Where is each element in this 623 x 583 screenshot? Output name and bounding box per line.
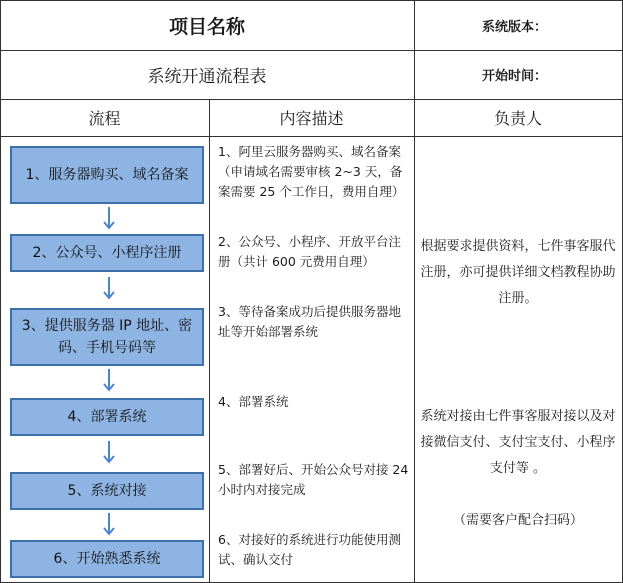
grid-line-col1 — [209, 99, 210, 583]
arrow-down-icon — [103, 277, 115, 301]
arrow-down-icon — [103, 441, 115, 465]
column-header-process: 流程 — [88, 109, 121, 128]
description-3: 3、等待备案成功后提供服务器地址等开始部署系统 — [218, 304, 401, 339]
flow-step-3: 3、提供服务器 IP 地址、密码、手机号码等 — [10, 308, 204, 366]
description-5: 5、部署好后、开始公众号对接 24 小时内对接完成 — [218, 462, 409, 497]
system-version-label: 系统版本： — [482, 19, 548, 35]
flow-step-4: 4、部署系统 — [10, 398, 204, 436]
start-time-label: 开始时间： — [482, 69, 548, 84]
flow-step-6: 6、开始熟悉系统 — [10, 540, 204, 578]
description-4: 4、部署系统 — [218, 394, 289, 409]
flow-step-1: 1、服务器购买、域名备案 — [10, 146, 204, 204]
arrow-down-icon — [103, 207, 115, 231]
description-6: 6、对接好的系统进行功能使用测试、确认交付 — [218, 532, 401, 567]
arrow-down-icon — [103, 513, 115, 537]
owner-note-integration: 系统对接由七件事客服对接以及对接微信支付、支付宝支付、小程序支付等 。 — [420, 409, 616, 476]
description-1: 1、阿里云服务器购买、域名备案（申请域名需要审核 2~3 天，备案需要 25 个工作日，费用自理） — [218, 144, 405, 199]
description-2: 2、公众号、小程序、开放平台注册（共计 600 元费用自理） — [218, 234, 401, 269]
flow-title: 系统开通流程表 — [147, 67, 267, 87]
project-name: 项目名称 — [168, 15, 245, 38]
grid-line-row3 — [0, 136, 623, 137]
flow-step-2: 2、公众号、小程序注册 — [10, 234, 204, 272]
column-header-description: 内容描述 — [279, 109, 344, 128]
owner-note-registration: 根据要求提供资料，七件事客服代注册，亦可提供详细文档教程协助注册。 — [420, 239, 616, 306]
column-header-owner: 负责人 — [493, 109, 542, 128]
arrow-down-icon — [103, 369, 115, 393]
flow-step-5: 5、系统对接 — [10, 472, 204, 510]
owner-note-scan-required: （需要客户配合扫码） — [452, 513, 583, 528]
